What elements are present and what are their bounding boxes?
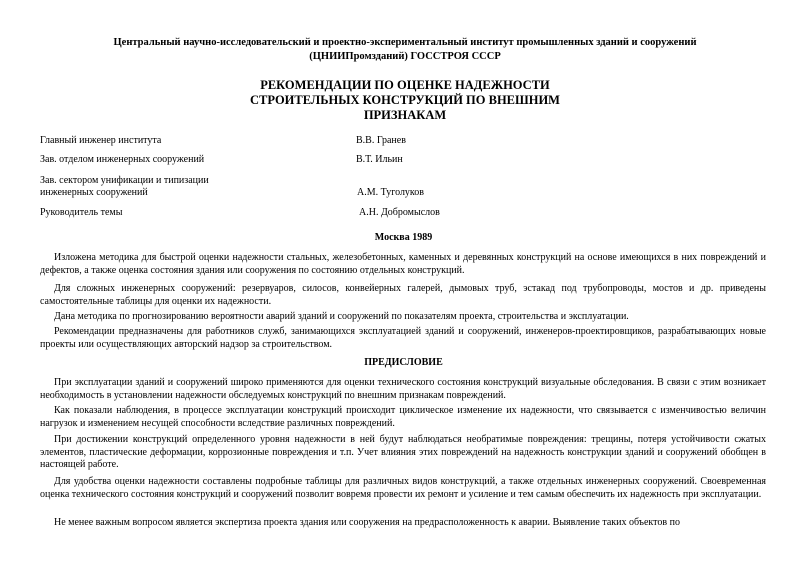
document-title-line1: РЕКОМЕНДАЦИИ ПО ОЦЕНКЕ НАДЕЖНОСТИ [260, 78, 550, 92]
preface-paragraph: При достижении конструкций определенного уровня надежности в ней будут наблюдаться необратимые повреждения: трещины, потеря устойчивости сжатых элементов, пластические деформации, коррозионные повреждения и т.п. Учет влияния этих повреждений на надежность конструкции зданий и сооружений обобщен в настоящей работе. [40, 434, 766, 470]
abstract-paragraph: Рекомендации предназначены для работников служб, занимающихся эксплуатацией зданий и сооружений, инженеров-проектировщиков, разрабатывающих новые проекты или осуществляющих авторский надзор за строительством. [40, 326, 766, 350]
abstract-paragraph: Для сложных инженерных сооружений: резервуаров, силосов, конвейерных галерей, дымовых труб, эстакад под трубопроводы, мостов и др. приведены самостоятельные таблицы для оценки их надежности. [40, 283, 766, 307]
preface-heading: ПРЕДИСЛОВИЕ [364, 357, 443, 368]
preface-paragraph: Для удобства оценки надежности составлены подробные таблицы для различных видов конструкций, а также отдельных инженерных сооружений. Своевременная оценка технического состояния конструкций и сооружений позволит вовремя провести их ремонт и усиление и тем самым обеспечить их надежность при эксплуатации. [40, 476, 766, 500]
staff-role: Руководитель темы [40, 207, 123, 218]
staff-name: В.Т. Ильин [356, 154, 403, 165]
abstract-paragraph: Дана методика по прогнозированию вероятности аварий зданий и сооружений по показателям проекта, строительства и эксплуатации. [54, 311, 629, 322]
staff-name: А.М. Туголуков [357, 187, 425, 198]
institute-name-line1: Центральный научно-исследовательский и проектно-экспериментальный институт промышленных зданий и сооружений [113, 37, 697, 48]
abstract-paragraph: Изложена методика для быстрой оценки надежности стальных, железобетонных, каменных и деревянных конструкций на основе имеющихся в них повреждений и дефектов, а также оценка состояния здания или сооружения по состоянию отдельных конструкций. [40, 252, 766, 276]
preface-paragraph: Как показали наблюдения, в процессе эксплуатации конструкций происходит циклическое изменение их надежности, что связывается с изменчивостью величин нагрузок и изменением несущей способности вследствие различных повреждений. [40, 405, 766, 429]
staff-name: А.Н. Добромыслов [359, 207, 440, 218]
city-year: Москва 1989 [374, 232, 433, 243]
staff-role: Главный инженер института [40, 135, 162, 146]
staff-role-line2: инженерных сооружений [40, 187, 148, 198]
preface-paragraph: Не менее важным вопросом является экспертиза проекта здания или сооружения на предрасположенность к аварии. Выявление таких объектов по [54, 517, 680, 528]
document-title-line3: ПРИЗНАКАМ [363, 108, 447, 122]
staff-name: В.В. Гранев [356, 135, 406, 146]
staff-role: Зав. отделом инженерных сооружений [40, 154, 205, 165]
preface-paragraph: При эксплуатации зданий и сооружений широко применяются для оценки технического состояния конструкций визуальные обследования. В связи с этим возникает необходимость в установлении надежности обследуемых конструкций по внешним признакам повреждений. [40, 377, 766, 401]
document-title-line2: СТРОИТЕЛЬНЫХ КОНСТРУКЦИЙ ПО ВНЕШНИМ [250, 93, 560, 107]
institute-name-line2: (ЦНИИПромзданий) ГОССТРОЯ СССР [309, 51, 501, 62]
staff-role-line1: Зав. сектором унификации и типизации [40, 175, 209, 186]
